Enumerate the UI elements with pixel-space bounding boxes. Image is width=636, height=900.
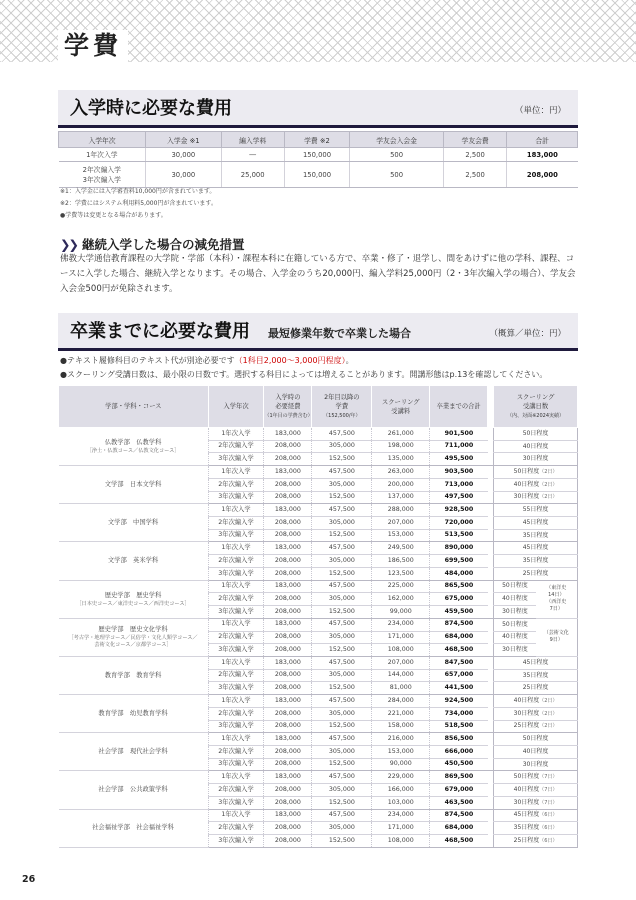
section-header-admission-costs [58, 90, 578, 128]
table-cell: 3年次編入学 [208, 835, 264, 848]
table-cell: 1年次入学 [208, 809, 264, 822]
table-cell: 1年次入学 [208, 656, 264, 669]
total-cell: 468,500 [430, 644, 488, 657]
table-cell: 153,000 [372, 529, 430, 542]
table-cell: 1年次入学 [208, 733, 264, 746]
table-cell: 305,000 [312, 478, 372, 491]
days-cell: 45日程度 [494, 517, 578, 530]
section-title: 卒業までに必要な費用 [70, 321, 250, 342]
table-cell: 183,000 [264, 618, 312, 631]
table-cell: 457,500 [312, 618, 372, 631]
faculty-courses: ［日本史コース／東洋史コース／西洋史コース］ [76, 600, 190, 607]
table-cell: 135,000 [372, 453, 430, 466]
table-cell: 144,000 [372, 669, 430, 682]
table-cell: 216,000 [372, 733, 430, 746]
total-cell: 711,000 [430, 440, 488, 453]
table-cell: 152,500 [312, 835, 372, 848]
table-cell: 3年次編入学 [208, 567, 264, 580]
total-cell: 666,000 [430, 745, 488, 758]
days-cell: 30日程度 [494, 758, 578, 771]
table-cell: 2年次編入学 [208, 555, 264, 568]
table-cell: 152,500 [312, 682, 372, 695]
col-schooling: スクーリング 受講料 [372, 386, 430, 428]
total-cell: 874,500 [430, 618, 488, 631]
table-cell: 208,000 [264, 784, 312, 797]
table-cell: 208,000 [264, 758, 312, 771]
table-cell: 208,000 [264, 644, 312, 657]
table-cell: 1年次入学 [208, 580, 264, 593]
days-cell: 50日程度 [494, 428, 578, 441]
table-cell: 208,000 [264, 682, 312, 695]
table-cell: 200,000 [372, 478, 430, 491]
faculty-name: 教育学部 幼児教育学科 [98, 709, 168, 717]
table-cell: 162,000 [372, 593, 430, 606]
total-cell: 847,500 [430, 656, 488, 669]
days-cell: 50日程度 [494, 618, 536, 631]
total-cell: 713,000 [430, 478, 488, 491]
faculty-courses: ［考古学・地理学コース／民俗学・文化人類学コース／ 芸術文化コース／京都学コース］ [68, 635, 198, 649]
reduction-heading [60, 235, 244, 253]
unit-label: （単位：円） [514, 106, 566, 116]
col-year: 入学年次 [208, 386, 264, 428]
table-cell: 208,000 [264, 669, 312, 682]
days-cell: 40日程度 [494, 440, 578, 453]
faculty-name: 社会福祉学部 社会福祉学科 [92, 824, 174, 832]
table-cell: 208,000 [264, 517, 312, 530]
table-cell: 183,000 [264, 466, 312, 479]
table-cell: 3年次編入学 [208, 758, 264, 771]
table-cell: 108,000 [372, 835, 430, 848]
col-faculty: 学部・学科・コース [59, 386, 209, 428]
table-cell: 305,000 [312, 440, 372, 453]
highlight-cost: （1科目2,000〜3,000円程度） [234, 356, 346, 365]
table-cell: 225,000 [372, 580, 430, 593]
table-cell: 1年次入学 [208, 695, 264, 708]
table-cell: ― [221, 148, 284, 162]
table-cell: 2年次編入学 [208, 517, 264, 530]
total-cell: 513,500 [430, 529, 488, 542]
table-cell: 261,000 [372, 428, 430, 441]
table-cell: 208,000 [264, 529, 312, 542]
table-cell: 2年次編入学 [208, 784, 264, 797]
table-cell: 305,000 [312, 707, 372, 720]
total-cell: 903,500 [430, 466, 488, 479]
table-cell: 229,000 [372, 771, 430, 784]
total-cell: 856,500 [430, 733, 488, 746]
table-cell: 3年次編入学 [208, 796, 264, 809]
table-cell: 3年次編入学 [208, 682, 264, 695]
days-cell: 25日程度 [494, 682, 578, 695]
table-cell: 198,000 [372, 440, 430, 453]
faculty-cell [59, 695, 209, 733]
table-cell: 457,500 [312, 580, 372, 593]
days-note: （芸術文化 9日） [536, 618, 578, 656]
table-cell: 183,000 [264, 542, 312, 555]
total-cell: 874,500 [430, 809, 488, 822]
table-cell: 186,500 [372, 555, 430, 568]
table-cell: 2年次編入学 [208, 440, 264, 453]
col-header: 合計 [507, 132, 578, 148]
table-cell: 108,000 [372, 644, 430, 657]
table-cell: 208,000 [264, 567, 312, 580]
faculty-name: 歴史学部 歴史学科 [104, 591, 162, 599]
total-cell: 463,500 [430, 796, 488, 809]
table-cell: 208,000 [264, 606, 312, 619]
table-cell: 152,500 [312, 644, 372, 657]
days-cell: 40日程度（2日） [494, 478, 578, 491]
table-cell: 152,500 [312, 758, 372, 771]
days-cell: 45日程度 [494, 542, 578, 555]
total-cell: 684,000 [430, 822, 488, 835]
table-cell: 1年次入学 [208, 428, 264, 441]
footnote-1: ※1：入学金には入学審査料10,000円が含まれています。 [60, 188, 216, 195]
table-cell: 305,000 [312, 669, 372, 682]
table-row [59, 542, 578, 555]
table-cell: 305,000 [312, 555, 372, 568]
table-cell: 3年次編入学 [208, 491, 264, 504]
footnote-2: ※2：学費にはシステム利用料5,000円が含まれています。 [60, 200, 217, 207]
table-cell: 152,500 [312, 720, 372, 733]
table-cell: 208,000 [264, 631, 312, 644]
table-cell: 166,000 [372, 784, 430, 797]
faculty-name: 社会学部 現代社会学科 [98, 747, 168, 755]
days-cell: 30日程度（2日） [494, 707, 578, 720]
total-cell: 518,500 [430, 720, 488, 733]
table-cell: 207,000 [372, 656, 430, 669]
table-cell: 500 [350, 162, 444, 188]
total-cell: 679,000 [430, 784, 488, 797]
table-cell: 208,000 [264, 555, 312, 568]
faculty-name: 教育学部 教育学科 [104, 671, 162, 679]
faculty-name: 歴史学部 歴史文化学科 [98, 626, 168, 634]
table-cell: 500 [350, 148, 444, 162]
table-cell: 183,000 [264, 733, 312, 746]
table-cell: 208,000 [264, 822, 312, 835]
table-cell: 208,000 [264, 745, 312, 758]
table-cell: 284,000 [372, 695, 430, 708]
section-subtitle: 最短修業年数で卒業した場合 [268, 327, 411, 340]
page-title: 学費 [58, 30, 128, 62]
table-cell: 208,000 [264, 593, 312, 606]
total-cell: 468,500 [430, 835, 488, 848]
table-cell: 30,000 [146, 148, 221, 162]
days-cell: 55日程度 [494, 504, 578, 517]
table-cell: 305,000 [312, 517, 372, 530]
bullet-textbook: ●テキスト履修科目のテキスト代が別途必要です（1科目2,000〜3,000円程度）。 [60, 356, 354, 365]
table-cell: 208,000 [507, 162, 578, 188]
days-cell: 45日程度（6日） [494, 809, 578, 822]
table-cell: 2年次編入学 [208, 631, 264, 644]
table-cell: 183,000 [264, 428, 312, 441]
table-cell: 153,000 [372, 745, 430, 758]
table-row [59, 618, 578, 631]
table-cell: 158,000 [372, 720, 430, 733]
days-cell: 30日程度 [494, 644, 536, 657]
total-cell: 699,500 [430, 555, 488, 568]
days-cell: 40日程度 [494, 593, 536, 606]
table-cell: 2,500 [443, 162, 506, 188]
table-cell: 457,500 [312, 733, 372, 746]
faculty-courses: ［浄土・仏教コース／仏教文化コース］ [86, 448, 180, 455]
days-cell: 40日程度 [494, 631, 536, 644]
faculty-name: 文学部 英米学科 [107, 557, 159, 565]
table-cell: 1年次入学 [59, 148, 146, 162]
table-cell: 99,000 [372, 606, 430, 619]
table-row [59, 162, 578, 188]
col-header: 入学年次 [59, 132, 146, 148]
table-cell: 208,000 [264, 440, 312, 453]
table-cell: 30,000 [146, 162, 221, 188]
table-cell: 81,000 [372, 682, 430, 695]
days-cell: 25日程度（2日） [494, 720, 578, 733]
table-cell: 183,000 [507, 148, 578, 162]
admission-cost-table [58, 131, 578, 188]
table-cell: 208,000 [264, 707, 312, 720]
table-cell: 171,000 [372, 822, 430, 835]
table-cell: 457,500 [312, 542, 372, 555]
days-cell: 35日程度 [494, 669, 578, 682]
table-cell: 457,500 [312, 771, 372, 784]
table-cell: 3年次編入学 [208, 720, 264, 733]
table-row [59, 504, 578, 517]
table-cell: 1年次入学 [208, 504, 264, 517]
section-title: 入学時に必要な費用 [70, 98, 232, 119]
total-cell: 734,000 [430, 707, 488, 720]
total-cell: 459,500 [430, 606, 488, 619]
table-cell: 2年次編入学 [208, 822, 264, 835]
days-cell: 25日程度（6日） [494, 835, 578, 848]
table-cell: 457,500 [312, 695, 372, 708]
faculty-name: 文学部 中国学科 [107, 518, 159, 526]
col-tuition2: 2年目以降の 学費 （152,500/年） [312, 386, 372, 428]
table-row [59, 656, 578, 669]
table-cell: 208,000 [264, 453, 312, 466]
table-cell: 3年次編入学 [208, 529, 264, 542]
col-total: 卒業までの合計 [430, 386, 488, 428]
table-cell: 2年次編入学 [208, 745, 264, 758]
table-row [59, 809, 578, 822]
table-cell: 1年次入学 [208, 771, 264, 784]
section-header-graduation-costs [58, 313, 578, 351]
table-cell: 3年次編入学 [208, 644, 264, 657]
table-cell: 457,500 [312, 656, 372, 669]
table-cell: 1年次入学 [208, 618, 264, 631]
table-cell: 263,000 [372, 466, 430, 479]
total-cell: 890,000 [430, 542, 488, 555]
faculty-cell [59, 580, 209, 618]
col-header: 学友会入会金 [350, 132, 444, 148]
unit-label: （概算／単位：円） [489, 329, 566, 339]
table-cell: 457,500 [312, 809, 372, 822]
table-cell: 152,500 [312, 796, 372, 809]
table-cell: 288,000 [372, 504, 430, 517]
table-cell: 103,000 [372, 796, 430, 809]
table-cell: 305,000 [312, 784, 372, 797]
faculty-cell [59, 771, 209, 809]
days-cell: 40日程度（2日） [494, 695, 578, 708]
faculty-cell [59, 733, 209, 771]
table-cell: 221,000 [372, 707, 430, 720]
days-cell: 45日程度 [494, 656, 578, 669]
total-cell: 675,000 [430, 593, 488, 606]
table-cell: 150,000 [284, 148, 349, 162]
bullet-schooling: ●スクーリング受講日数は、最小限の日数です。選択する科目によっては増えることがあります。開講形態はp.13を確認してください。 [60, 370, 548, 379]
table-cell: 152,500 [312, 453, 372, 466]
table-cell: 208,000 [264, 835, 312, 848]
days-note: （東洋史 14日） （西洋史 7日） [536, 580, 578, 618]
table-cell: 457,500 [312, 504, 372, 517]
table-row [59, 733, 578, 746]
table-row [59, 466, 578, 479]
table-cell: 152,500 [312, 567, 372, 580]
total-cell: 720,000 [430, 517, 488, 530]
total-cell: 869,500 [430, 771, 488, 784]
table-row [59, 771, 578, 784]
table-cell: 183,000 [264, 656, 312, 669]
reduction-body: 佛教大学通信教育課程の大学院・学部（本科）・課程本科に在籍している方で、卒業・修了・退学し、間をあけずに他の学科、課程、コースに入学した場合、継続入学となります。その場合、入学金のうち20,000円、編入学料25,000円（2・3年次編入学の場合）、学友会入会金500円が免除されます。 [60, 254, 576, 294]
table-cell: 234,000 [372, 809, 430, 822]
days-cell: 50日程度（7日） [494, 771, 578, 784]
days-cell: 50日程度 [494, 733, 578, 746]
table-cell: 183,000 [264, 695, 312, 708]
total-cell: 497,500 [430, 491, 488, 504]
total-cell: 865,500 [430, 580, 488, 593]
table-cell: 150,000 [284, 162, 349, 188]
table-cell: 2年次編入学 [208, 478, 264, 491]
table-cell: 2年次編入学 3年次編入学 [59, 162, 146, 188]
table-cell: 1年次入学 [208, 542, 264, 555]
table-cell: 2年次編入学 [208, 707, 264, 720]
table-cell: 305,000 [312, 593, 372, 606]
days-cell: 30日程度（2日） [494, 491, 578, 504]
table-cell: 171,000 [372, 631, 430, 644]
table-cell: 3年次編入学 [208, 453, 264, 466]
col-header: 学費 ※2 [284, 132, 349, 148]
total-cell: 901,500 [430, 428, 488, 441]
days-cell: 50日程度 [494, 580, 536, 593]
table-row [59, 428, 578, 441]
total-cell: 924,500 [430, 695, 488, 708]
days-cell: 40日程度（7日） [494, 784, 578, 797]
table-cell: 137,000 [372, 491, 430, 504]
table-cell: 249,500 [372, 542, 430, 555]
table-cell: 2年次編入学 [208, 669, 264, 682]
faculty-cell [59, 466, 209, 504]
graduation-cost-table [58, 385, 578, 848]
days-cell: 35日程度（6日） [494, 822, 578, 835]
table-cell: 305,000 [312, 822, 372, 835]
table-cell: 457,500 [312, 466, 372, 479]
faculty-name: 文学部 日本文学科 [104, 480, 162, 488]
col-initial: 入学時の 必要経費 （1年目の学費含む） [264, 386, 312, 428]
table-cell: 90,000 [372, 758, 430, 771]
table-cell: 2年次編入学 [208, 593, 264, 606]
days-cell: 35日程度 [494, 529, 578, 542]
faculty-name: 社会学部 公共政策学科 [98, 785, 168, 793]
table-cell: 152,500 [312, 529, 372, 542]
table-cell: 183,000 [264, 580, 312, 593]
table-row [59, 580, 578, 593]
table-cell: 152,500 [312, 606, 372, 619]
table-cell: 305,000 [312, 745, 372, 758]
col-header: 学友会費 [443, 132, 506, 148]
table-cell: 1年次入学 [208, 466, 264, 479]
table-cell: 305,000 [312, 631, 372, 644]
table-cell: 3年次編入学 [208, 606, 264, 619]
table-cell: 234,000 [372, 618, 430, 631]
days-cell: 25日程度 [494, 567, 578, 580]
table-cell: 208,000 [264, 491, 312, 504]
reduction-title: 継続入学した場合の減免措置 [81, 237, 245, 252]
col-header: 入学金 ※1 [146, 132, 221, 148]
days-cell: 30日程度 [494, 606, 536, 619]
total-cell: 441,500 [430, 682, 488, 695]
table-cell: 152,500 [312, 491, 372, 504]
table-cell: 208,000 [264, 796, 312, 809]
table-row [59, 695, 578, 708]
faculty-cell [59, 542, 209, 580]
faculty-cell [59, 656, 209, 694]
faculty-cell [59, 504, 209, 542]
table-cell: 208,000 [264, 720, 312, 733]
table-cell: 207,000 [372, 517, 430, 530]
total-cell: 484,000 [430, 567, 488, 580]
faculty-name: 仏教学部 仏教学科 [104, 439, 162, 447]
days-cell: 35日程度 [494, 555, 578, 568]
table-cell: 25,000 [221, 162, 284, 188]
days-cell: 30日程度（7日） [494, 796, 578, 809]
table-row [59, 148, 578, 162]
faculty-cell [59, 618, 209, 656]
table-cell: 123,500 [372, 567, 430, 580]
total-cell: 450,500 [430, 758, 488, 771]
page-number: 26 [22, 874, 36, 885]
total-cell: 657,000 [430, 669, 488, 682]
total-cell: 684,000 [430, 631, 488, 644]
table-cell: 183,000 [264, 809, 312, 822]
faculty-cell [59, 428, 209, 466]
days-cell: 30日程度 [494, 453, 578, 466]
col-days: スクーリング 受講日数 （内、対面※2024実績） [494, 386, 578, 428]
total-cell: 928,500 [430, 504, 488, 517]
days-cell: 50日程度（2日） [494, 466, 578, 479]
days-cell: 40日程度 [494, 745, 578, 758]
col-header: 編入学料 [221, 132, 284, 148]
total-cell: 495,500 [430, 453, 488, 466]
faculty-cell [59, 809, 209, 847]
table-cell: 183,000 [264, 771, 312, 784]
table-cell: 457,500 [312, 428, 372, 441]
double-chevron-icon: ❯❯ [60, 237, 77, 252]
footnote-3: ●学費等は変更となる場合があります。 [60, 212, 167, 219]
table-cell: 2,500 [443, 148, 506, 162]
table-cell: 208,000 [264, 478, 312, 491]
table-cell: 183,000 [264, 504, 312, 517]
